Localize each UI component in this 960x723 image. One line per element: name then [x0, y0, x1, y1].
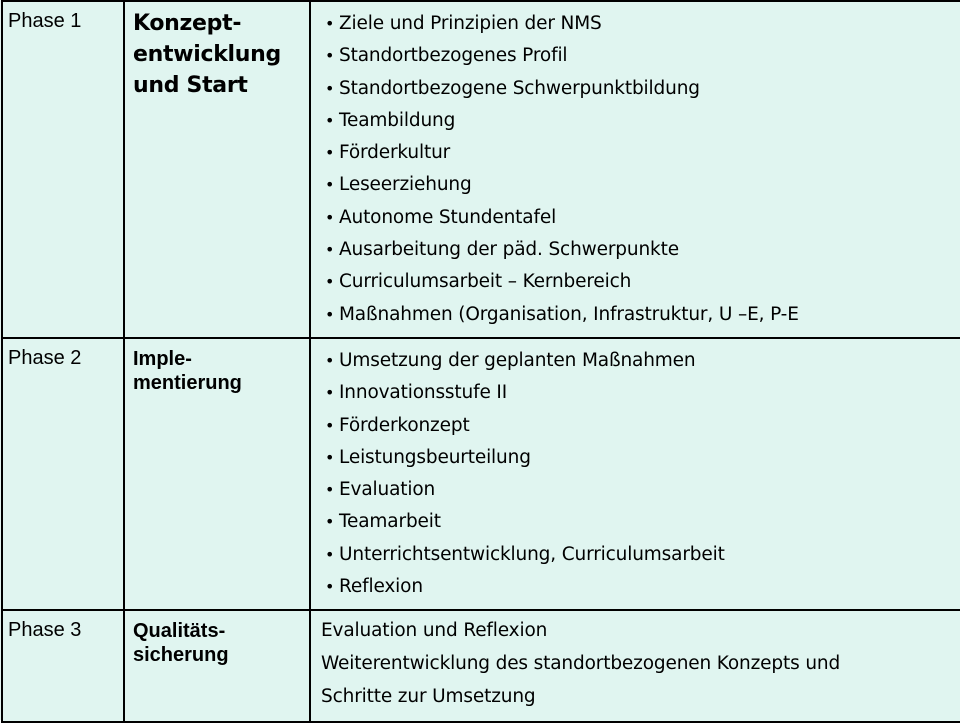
phases-table [1, 0, 960, 723]
bullet-icon: • [325, 415, 335, 435]
bullet-icon: • [325, 143, 335, 163]
list-item [325, 234, 960, 266]
list-item-text: Standortbezogene Schwerpunktbildung [339, 77, 700, 99]
phase-description [311, 611, 960, 721]
bullet-icon: • [325, 512, 335, 532]
list-item [325, 506, 960, 538]
list-item-text: Autonome Stundentafel [339, 206, 557, 228]
bullet-icon: • [325, 383, 335, 403]
list-item-text: Ziele und Prinzipien der NMS [339, 13, 602, 34]
list-item-text: Teamarbeit [339, 511, 441, 533]
list-item [325, 73, 960, 105]
table-row-phase-2 [2, 338, 960, 610]
bullet-icon: • [325, 110, 335, 130]
phase-label: Phase 3 [8, 619, 82, 642]
bullet-icon: • [325, 350, 335, 370]
list-item [325, 377, 960, 409]
bullet-icon: • [325, 207, 335, 227]
list-item-text: Förderkultur [339, 142, 451, 164]
phase-title-line: mentierung [133, 371, 242, 394]
list-item [325, 442, 960, 474]
list-item [325, 299, 960, 331]
phase-items-cell [310, 1, 960, 338]
list-item-text: Standortbezogenes Profil [339, 45, 568, 67]
list-item-text: Curriculumsarbeit – Kernbereich [339, 271, 632, 293]
bullet-icon: • [325, 272, 335, 292]
list-item [325, 202, 960, 234]
list-item [325, 539, 960, 571]
list-item-text: Maßnahmen (Organisation, Infrastruktur, U –E, P-E [339, 303, 799, 325]
list-item-text: Reflexion [339, 576, 423, 598]
list-item-text: Leistungsbeurteilung [339, 446, 531, 468]
phase-title-cell [124, 610, 310, 722]
phase-title-line: und Start [133, 73, 248, 98]
phase-title-cell [124, 1, 310, 338]
bullet-icon: • [325, 175, 335, 195]
list-item-text: Teambildung [339, 109, 456, 131]
phase-title [125, 611, 309, 667]
list-item [325, 571, 960, 603]
phase-item-list [311, 339, 960, 609]
list-item [325, 105, 960, 137]
description-line: Schritte zur Umsetzung [321, 686, 536, 708]
phase-title-line: entwicklung [133, 42, 281, 67]
list-item [325, 8, 960, 40]
phase-label: Phase 2 [8, 346, 82, 369]
list-item [325, 40, 960, 72]
list-item [325, 169, 960, 201]
bullet-icon: • [325, 78, 335, 98]
phase-title-line: Imple- [133, 347, 192, 370]
table-row-phase-3 [2, 610, 960, 722]
phase-title-line: Konzept- [133, 11, 242, 36]
bullet-icon: • [325, 447, 335, 467]
table-row-phase-1 [2, 1, 960, 338]
bullet-icon: • [325, 544, 335, 564]
phase-item-list [311, 2, 960, 337]
bullet-icon: • [325, 480, 335, 500]
phase-label: Phase 1 [8, 10, 82, 32]
description-line: Weiterentwicklung des standortbezogenen Konzepts und [321, 653, 841, 675]
list-item [325, 410, 960, 442]
list-item-text: Ausarbeitung der päd. Schwerpunkte [339, 239, 679, 261]
list-item-text: Innovationsstufe II [339, 382, 508, 404]
bullet-icon: • [325, 577, 335, 597]
list-item [325, 474, 960, 506]
phase-title [125, 2, 309, 101]
phase-label-cell [2, 1, 124, 338]
phase-title-cell [124, 338, 310, 610]
phase-title-line: Qualitäts- [133, 620, 226, 643]
bullet-icon: • [325, 240, 335, 260]
list-item-text: Förderkonzept [339, 414, 470, 436]
list-item-text: Umsetzung der geplanten Maßnahmen [339, 349, 696, 371]
phase-label-cell [2, 610, 124, 722]
list-item [325, 266, 960, 298]
phase-title [125, 339, 309, 395]
phase-label-cell [2, 338, 124, 610]
list-item-text: Evaluation [339, 479, 436, 501]
list-item [325, 345, 960, 377]
list-item-text: Unterrichtsentwicklung, Curriculumsarbeit [339, 543, 725, 565]
phase-items-cell [310, 610, 960, 722]
list-item-text: Leseerziehung [339, 174, 472, 196]
list-item [325, 137, 960, 169]
phase-items-cell [310, 338, 960, 610]
description-line: Evaluation und Reflexion [321, 620, 548, 642]
bullet-icon: • [325, 46, 335, 66]
phase-title-line: sicherung [133, 644, 229, 667]
bullet-icon: • [325, 14, 335, 33]
bullet-icon: • [325, 304, 335, 324]
